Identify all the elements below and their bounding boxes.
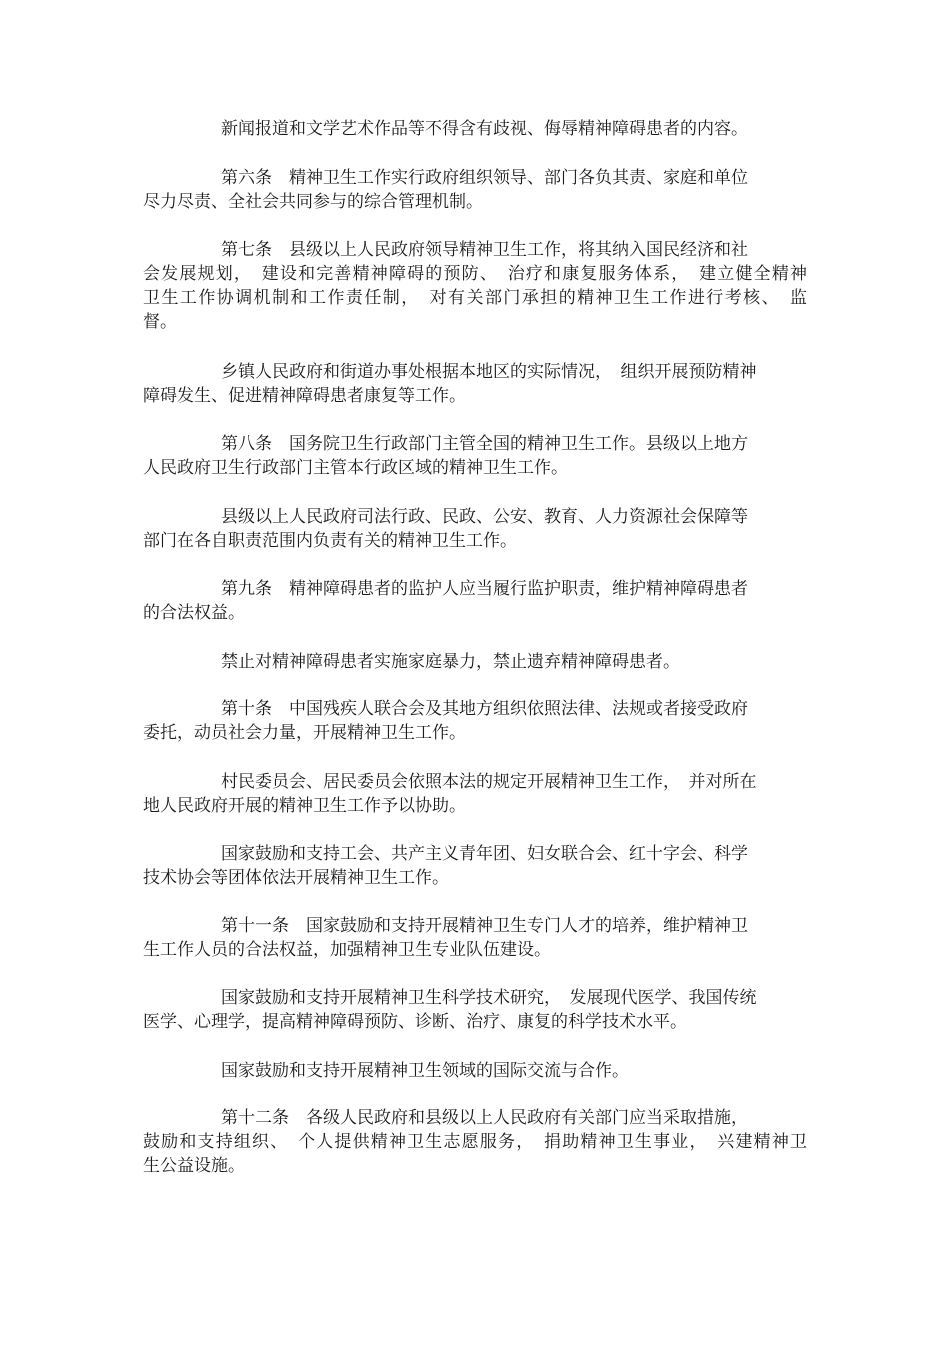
paragraph-line: 国家鼓励和支持工会、共产主义青年团、妇女联合会、红十字会、科学 <box>221 844 748 864</box>
paragraph-line: 地人民政府开展的精神卫生工作予以协助。 <box>143 796 466 816</box>
paragraph-article-9 <box>143 577 807 625</box>
paragraph-line: 第八条 国务院卫生行政部门主管全国的精神卫生工作。县级以上地方 <box>221 434 748 454</box>
paragraph-line: 第十一条 国家鼓励和支持开展精神卫生专门人才的培养，维护精神卫 <box>221 916 748 936</box>
paragraph-line: 会发展规划， 建设和完善精神障碍的预防、 治疗和康复服务体系， 建立健全精神 <box>143 264 807 284</box>
paragraph-township-government <box>143 360 807 408</box>
paragraph-line: 村民委员会、居民委员会依照本法的规定开展精神卫生工作， 并对所在 <box>221 772 757 792</box>
paragraph-line: 卫生工作协调机制和工作责任制， 对有关部门承担的精神卫生工作进行考核、 监 <box>143 288 807 308</box>
paragraph-article-6 <box>143 166 807 214</box>
paragraph-line: 第七条 县级以上人民政府领导精神卫生工作，将其纳入国民经济和社 <box>221 240 748 260</box>
paragraph-line: 乡镇人民政府和街道办事处根据本地区的实际情况， 组织开展预防精神 <box>221 362 757 382</box>
paragraph-line: 禁止对精神障碍患者实施家庭暴力，禁止遗弃精神障碍患者。 <box>221 652 680 672</box>
paragraph-line: 委托，动员社会力量，开展精神卫生工作。 <box>143 723 466 743</box>
paragraph-article-11 <box>143 914 807 962</box>
paragraph-unions-support <box>143 842 807 890</box>
paragraph-line: 第十条 中国残疾人联合会及其地方组织依照法律、法规或者接受政府 <box>221 699 748 719</box>
paragraph-article-7 <box>143 238 807 334</box>
paragraph-line: 第十二条 各级人民政府和县级以上人民政府有关部门应当采取措施， <box>221 1108 748 1128</box>
paragraph-line: 督。 <box>143 312 177 332</box>
paragraph-line: 县级以上人民政府司法行政、民政、公安、教育、人力资源社会保障等 <box>221 507 748 527</box>
paragraph-line: 新闻报道和文学艺术作品等不得含有歧视、侮辱精神障碍患者的内容。 <box>221 119 748 139</box>
paragraph-research-support <box>143 986 807 1034</box>
paragraph-county-departments <box>143 505 807 553</box>
paragraph-line: 生工作人员的合法权益，加强精神卫生专业队伍建设。 <box>143 940 551 960</box>
paragraph-line: 第六条 精神卫生工作实行政府组织领导、部门各负其责、家庭和单位 <box>221 168 748 188</box>
paragraph-news-reporting <box>143 117 807 141</box>
paragraph-line: 鼓励和支持组织、 个人提供精神卫生志愿服务， 捐助精神卫生事业， 兴建精神卫 <box>143 1132 807 1152</box>
paragraph-line: 尽力尽责、全社会共同参与的综合管理机制。 <box>143 192 483 212</box>
paragraph-international-exchange <box>143 1059 807 1083</box>
paragraph-line: 部门在各自职责范围内负责有关的精神卫生工作。 <box>143 531 517 551</box>
paragraph-prohibit-violence <box>143 650 807 674</box>
paragraph-line: 的合法权益。 <box>143 603 245 623</box>
paragraph-line: 国家鼓励和支持开展精神卫生科学技术研究， 发展现代医学、我国传统 <box>221 988 757 1008</box>
paragraph-line: 第九条 精神障碍患者的监护人应当履行监护职责，维护精神障碍患者 <box>221 579 748 599</box>
paragraph-article-10 <box>143 697 807 745</box>
paragraph-line: 障碍发生、促进精神障碍患者康复等工作。 <box>143 386 466 406</box>
paragraph-line: 生公益设施。 <box>143 1156 245 1176</box>
paragraph-line: 人民政府卫生行政部门主管本行政区域的精神卫生工作。 <box>143 458 568 478</box>
paragraph-line: 国家鼓励和支持开展精神卫生领域的国际交流与合作。 <box>221 1061 629 1081</box>
paragraph-line: 医学、心理学，提高精神障碍预防、诊断、治疗、康复的科学技术水平。 <box>143 1012 687 1032</box>
paragraph-line: 技术协会等团体依法开展精神卫生工作。 <box>143 868 449 888</box>
paragraph-article-12 <box>143 1106 807 1178</box>
paragraph-village-committees <box>143 770 807 818</box>
paragraph-article-8 <box>143 432 807 480</box>
